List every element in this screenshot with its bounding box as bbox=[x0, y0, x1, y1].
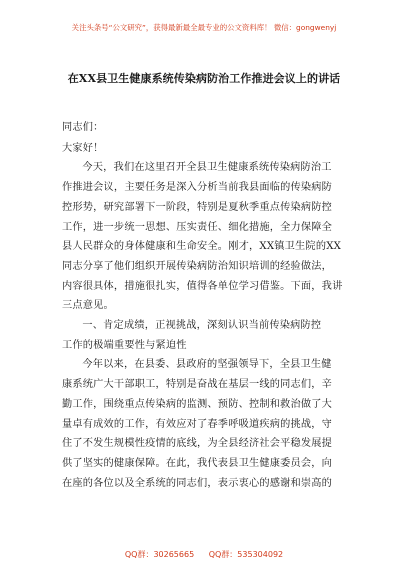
text-line: 住了不发生规模性疫情的底线，为全县经济社会平稳发展提 bbox=[62, 438, 333, 450]
text-line: 康系统广大干部职工，特别是奋战在基层一线的同志们，辛 bbox=[62, 379, 333, 391]
footer-contacts bbox=[0, 549, 408, 560]
text-line: 作推进会议，主要任务是深入分析当前我县面临的传染病防 bbox=[62, 182, 333, 194]
document-title: 在XX县卫生健康系统传染病防治工作推进会议上的讲话 bbox=[67, 72, 341, 85]
document-body bbox=[62, 118, 348, 493]
paragraph-achievements bbox=[62, 355, 348, 493]
text-line: 控形势，研究部署下一阶段，特别是夏秋季重点传染病防控 bbox=[62, 201, 333, 213]
section-heading-1 bbox=[62, 316, 348, 355]
text-line: 内容很具体，措施很扎实，值得各单位学习借鉴。下面，我讲 bbox=[62, 280, 343, 292]
qq-group-1: QQ群：30265665 bbox=[124, 550, 195, 559]
text-line: 今天，我们在这里召开全县卫生健康系统传染病防治工 bbox=[82, 162, 332, 174]
text-line: 同志分享了他们组织开展传染病防治知识培训的经验做法， bbox=[62, 260, 333, 272]
text-line: 工作，进一步统一思想、压实责任、细化措施，全力保障全 bbox=[62, 221, 333, 233]
qq-group-2: QQ群：535304092 bbox=[208, 550, 284, 559]
paragraph-intro bbox=[62, 158, 348, 316]
text-line: 三点意见。 bbox=[62, 300, 114, 312]
text-line: 一、肯定成绩，正视挑战，深刻认识当前传染病防控 bbox=[82, 320, 322, 332]
text-line: 勤工作，围绕重点传染病的监测、预防、控制和救治做了大 bbox=[62, 398, 333, 410]
text-line: 量卓有成效的工作，有效应对了春季呼吸道疾病的挑战，守 bbox=[62, 418, 333, 430]
salutation: 同志们： bbox=[62, 122, 104, 133]
header-banner: 关注头条号“公文研究”，获得最新最全最专业的公文资料库！ 微信：gongwenyj bbox=[71, 23, 337, 32]
greeting: 大家好！ bbox=[62, 142, 104, 154]
text-line: 今年以来，在县委、县政府的坚强领导下，全县卫生健 bbox=[82, 359, 332, 371]
text-line: 工作的极端重要性与紧迫性 bbox=[62, 339, 187, 351]
text-line: 县人民群众的身体健康和生命安全。刚才，XX镇卫生院的XX bbox=[62, 241, 342, 253]
text-line: 供了坚实的健康保障。在此，我代表县卫生健康委员会，向 bbox=[62, 457, 333, 469]
text-line: 在座的各位以及全系统的同志们，表示衷心的感谢和崇高的 bbox=[62, 477, 333, 489]
